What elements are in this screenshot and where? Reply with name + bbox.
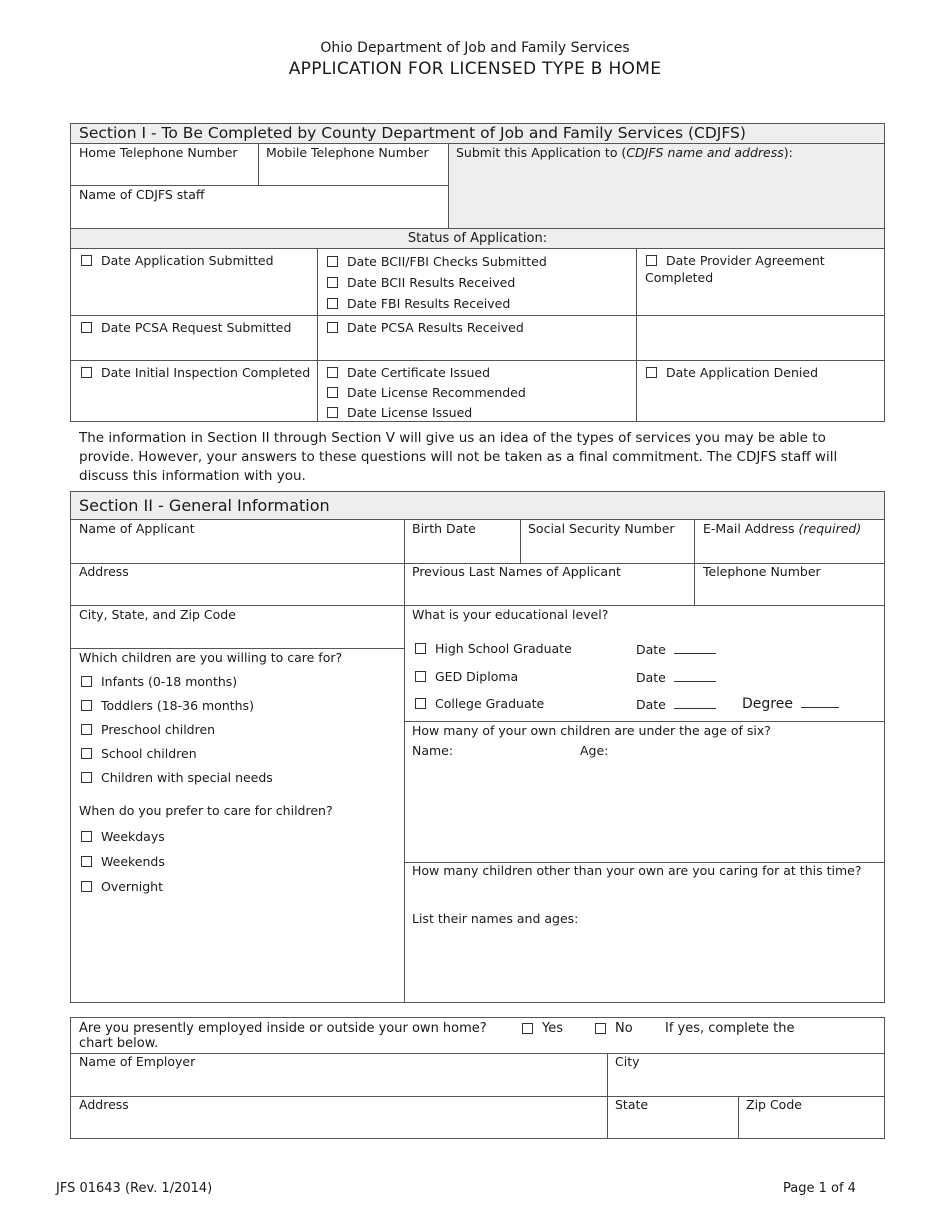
- fbi-received-checkbox[interactable]: [327, 296, 510, 311]
- app-denied-checkbox[interactable]: [646, 365, 818, 380]
- weekdays-checkbox[interactable]: [81, 829, 165, 844]
- own-children-age-label: Age:: [580, 743, 609, 758]
- own-children-question: How many of your own children are under the age of six?: [412, 723, 771, 738]
- telephone-field[interactable]: Telephone Number: [703, 564, 821, 579]
- pcsa-received-label: Date PCSA Results Received: [347, 320, 524, 335]
- pcsa-submitted-label: Date PCSA Request Submitted: [101, 320, 292, 335]
- bcii-received-checkbox[interactable]: [327, 275, 515, 290]
- ged-label: GED Diploma: [435, 669, 519, 684]
- applicant-name-field[interactable]: Name of Applicant: [79, 521, 195, 536]
- employment-question: Are you presently employed inside or outside your own home?: [79, 1021, 487, 1036]
- section2-title: Section II - General Information: [79, 496, 330, 515]
- if-yes-instruction-2: chart below.: [79, 1036, 159, 1051]
- weekends-checkbox[interactable]: [81, 854, 165, 869]
- intro-paragraph: The information in Section II through Section V will give us an idea of the types of services you may be able to provide. However, your answers to these questions will not be taken as a final commitment. The CDJFS staff will discuss this information with you.: [79, 430, 838, 484]
- infants-label: Infants (0-18 months): [101, 674, 238, 689]
- form-title: APPLICATION FOR LICENSED TYPE B HOME: [288, 59, 662, 79]
- birth-date-field[interactable]: Birth Date: [412, 521, 476, 536]
- college-date[interactable]: Date: [636, 696, 716, 712]
- submit-to-label: Submit this Application to (CDJFS name and address):: [456, 145, 793, 160]
- high-school-checkbox[interactable]: [415, 641, 572, 656]
- bcii-fbi-submitted-checkbox[interactable]: [327, 254, 547, 269]
- bcii-fbi-submitted-label: Date BCII/FBI Checks Submitted: [347, 254, 547, 269]
- pcsa-submitted-checkbox[interactable]: [81, 320, 291, 335]
- bcii-received-label: Date BCII Results Received: [347, 275, 516, 290]
- degree-field[interactable]: Degree: [742, 695, 839, 712]
- employed-yes-checkbox[interactable]: [522, 1021, 563, 1036]
- provider-agreement-checkbox[interactable]: [646, 253, 825, 268]
- if-yes-instruction: If yes, complete the: [665, 1021, 795, 1036]
- ged-date[interactable]: Date: [636, 669, 716, 685]
- license-issued-checkbox[interactable]: [327, 405, 472, 420]
- preschool-label: Preschool children: [101, 722, 216, 737]
- education-question: What is your educational level?: [412, 607, 609, 622]
- school-children-label: School children: [101, 746, 197, 761]
- fbi-received-label: Date FBI Results Received: [347, 296, 511, 311]
- previous-names-field[interactable]: Previous Last Names of Applicant: [412, 564, 621, 579]
- employer-name-field[interactable]: Name of Employer: [79, 1054, 196, 1069]
- own-children-name-label: Name:: [412, 743, 454, 758]
- email-field[interactable]: E-Mail Address (required): [703, 521, 862, 536]
- weekends-label: Weekends: [101, 854, 165, 869]
- ged-checkbox[interactable]: [415, 669, 518, 684]
- provider-agreement-label: Date Provider Agreement: [666, 253, 825, 268]
- initial-inspection-label: Date Initial Inspection Completed: [101, 365, 311, 380]
- employer-city-field[interactable]: City: [615, 1054, 640, 1069]
- weekdays-label: Weekdays: [101, 829, 165, 844]
- toddlers-label: Toddlers (18-36 months): [101, 698, 254, 713]
- initial-inspection-checkbox[interactable]: [81, 365, 310, 380]
- employer-address-field[interactable]: Address: [79, 1097, 129, 1112]
- high-school-date[interactable]: Date: [636, 641, 716, 657]
- employed-no-label: No: [615, 1021, 633, 1036]
- list-names-label: List their names and ages:: [412, 911, 579, 926]
- certificate-issued-label: Date Certificate Issued: [347, 365, 491, 380]
- toddlers-checkbox[interactable]: [81, 698, 254, 713]
- ssn-field[interactable]: Social Security Number: [528, 521, 675, 536]
- certificate-issued-checkbox[interactable]: [327, 365, 490, 380]
- provider-agreement-label-2: Completed: [645, 270, 714, 285]
- app-submitted-checkbox[interactable]: [81, 253, 274, 268]
- license-issued-label: Date License Issued: [347, 405, 473, 420]
- agency-name: Ohio Department of Job and Family Services: [320, 40, 630, 56]
- employer-state-field[interactable]: State: [615, 1097, 649, 1112]
- high-school-label: High School Graduate: [435, 641, 572, 656]
- children-question: Which children are you willing to care for?: [79, 650, 343, 665]
- home-phone-field[interactable]: Home Telephone Number: [79, 145, 238, 160]
- infants-checkbox[interactable]: [81, 674, 237, 689]
- license-recommended-checkbox[interactable]: [327, 385, 526, 400]
- employer-zip-field[interactable]: Zip Code: [746, 1097, 802, 1112]
- other-children-question: How many children other than your own are you caring for at this time?: [412, 863, 862, 878]
- pcsa-received-checkbox[interactable]: [327, 320, 524, 335]
- app-submitted-label: Date Application Submitted: [101, 253, 274, 268]
- preschool-checkbox[interactable]: [81, 722, 215, 737]
- city-state-zip-field[interactable]: City, State, and Zip Code: [79, 607, 236, 622]
- status-heading: Status of Application:: [407, 231, 548, 246]
- overnight-checkbox[interactable]: [81, 879, 163, 894]
- cdjfs-staff-field[interactable]: Name of CDJFS staff: [79, 187, 205, 202]
- school-children-checkbox[interactable]: [81, 746, 197, 761]
- mobile-phone-field[interactable]: Mobile Telephone Number: [266, 145, 429, 160]
- employed-no-checkbox[interactable]: [595, 1021, 633, 1036]
- employed-yes-label: Yes: [542, 1021, 563, 1036]
- license-recommended-label: Date License Recommended: [347, 385, 526, 400]
- overnight-label: Overnight: [101, 879, 163, 894]
- college-label: College Graduate: [435, 696, 545, 711]
- form-id: JFS 01643 (Rev. 1/2014): [56, 1181, 213, 1196]
- page-number: Page 1 of 4: [783, 1181, 856, 1196]
- section1-title: Section I - To Be Completed by County Department of Job and Family Services (CDJFS): [79, 124, 746, 142]
- prefer-question: When do you prefer to care for children?: [79, 803, 333, 818]
- app-denied-label: Date Application Denied: [666, 365, 819, 380]
- special-needs-label: Children with special needs: [101, 770, 273, 785]
- address-field[interactable]: Address: [79, 564, 129, 579]
- special-needs-checkbox[interactable]: [81, 770, 273, 785]
- college-checkbox[interactable]: [415, 696, 544, 711]
